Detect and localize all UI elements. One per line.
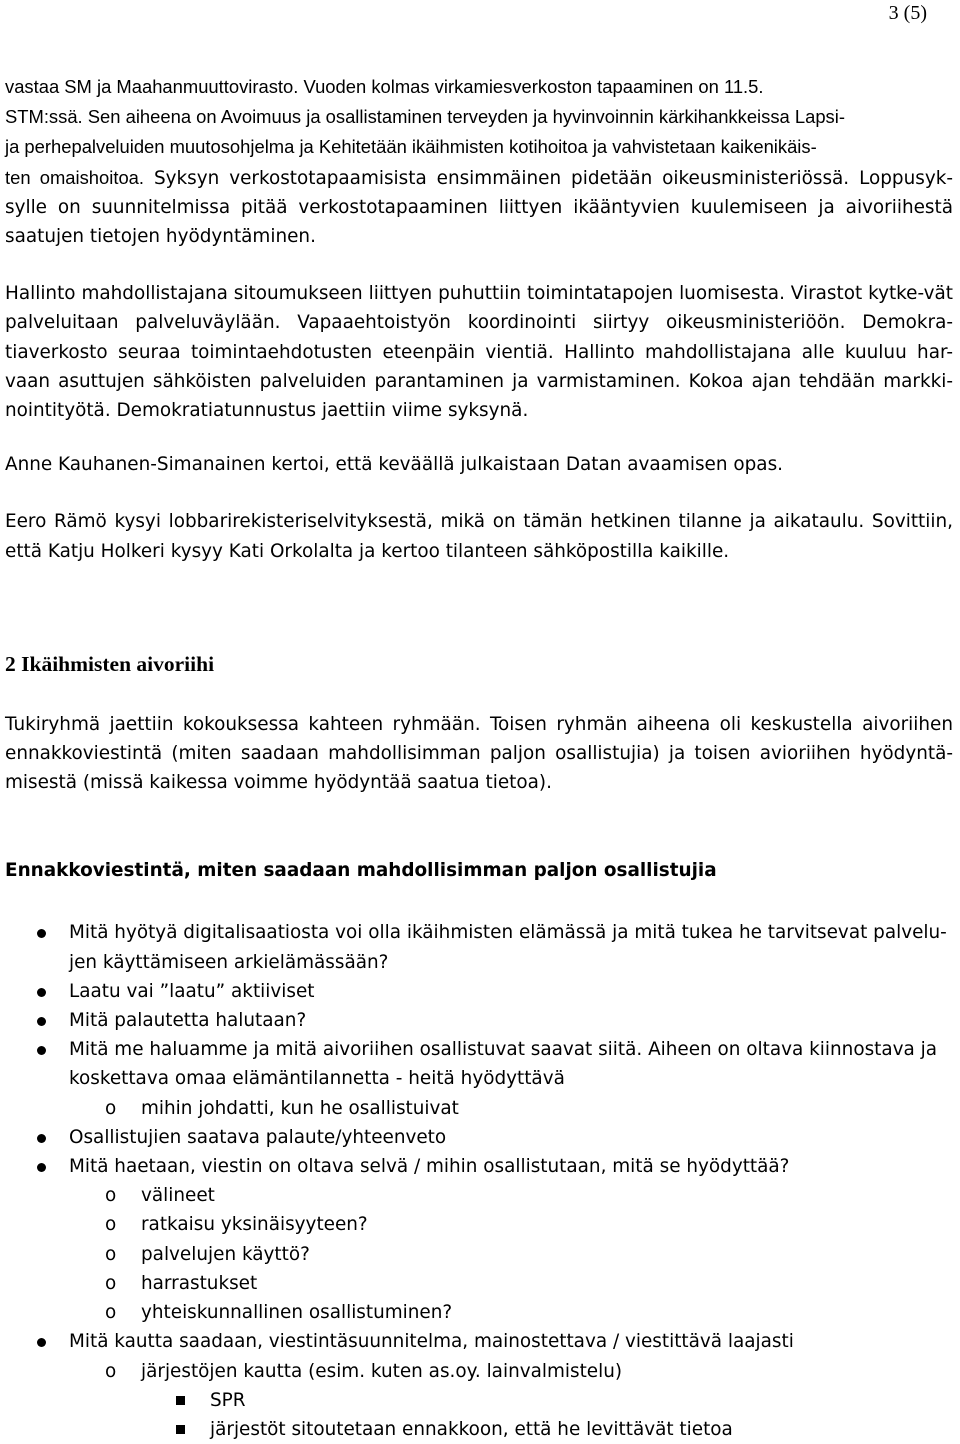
paragraph-line: ja perhepalveluiden muutosohjelma ja Kehitetään ikäihmisten kotihoitoa ja vahvistetaan kaikenikäis- — [5, 136, 817, 157]
sub-list-item — [5, 1210, 953, 1239]
paragraph-data-guide: Anne Kauhanen-Simanainen kertoi, että keväällä julkaistaan Datan avaamisen opas. — [5, 450, 953, 479]
list-item-text: Laatu vai ”laatu” aktiiviset — [69, 981, 314, 1002]
square-bullet-icon — [176, 1425, 185, 1434]
list-item — [5, 1152, 953, 1327]
list-item-text: Mitä me haluamme ja mitä aivoriihen osallistuvat saavat siitä. Aiheen on oltava kiinnostava ja koskettava omaa elämäntilannetta - heitä hyödyttävä — [69, 1039, 937, 1089]
sub-sub-list-item-text: SPR — [210, 1390, 246, 1411]
list-item-text: Mitä haetaan, viestin on oltava selvä / mihin osallistutaan, mitä se hyödyttää? — [69, 1156, 789, 1177]
list-item — [5, 1006, 953, 1035]
sub-list-item-text: ratkaisu yksinäisyyteen? — [141, 1214, 368, 1235]
paragraph-line: STM:ssä. Sen aiheena on Avoimuus ja osallistaminen terveyden ja hyvinvoinnin kärkihankkeissa Lapsi- — [5, 106, 845, 127]
sub-list-item — [5, 1357, 953, 1444]
list-item-text: Mitä kautta saadaan, viestintäsuunnitelma, mainostettava / viestittävä laajasti — [69, 1331, 794, 1352]
bullet-icon — [37, 1134, 46, 1143]
sub-list-item-text: järjestöjen kautta (esim. kuten as.oy. lainvalmistelu) — [141, 1361, 622, 1382]
sub-list-item-text: mihin johdatti, kun he osallistuivat — [141, 1098, 459, 1119]
sub-list-item — [5, 1298, 953, 1327]
paragraph-lobby-register: Eero Rämö kysyi lobbarirekisteriselvityksestä, mikä on tämän hetkinen tilanne ja aikataulu. Sovittiin, että Katju Holkeri kysyy Kati Orkolalta ja kertoo tilanteen sähköpostilla kaikille. — [5, 507, 953, 565]
circle-bullet-icon: o — [105, 1357, 116, 1386]
sub-sub-list-item-text: järjestöt sitoutetaan ennakkoon, että he levittävät tietoa — [210, 1419, 733, 1440]
sub-list — [69, 1181, 953, 1327]
sub-list-item-text: harrastukset — [141, 1273, 257, 1294]
list-item-text: Mitä hyötyä digitalisaatiosta voi olla ikäihmisten elämässä ja mitä tukea he tarvitsevat palvelu-jen käyttämiseen arkielämässään? — [69, 922, 947, 972]
paragraph-network-meetings — [5, 72, 953, 251]
list-item — [5, 918, 953, 976]
paragraph-line: vastaa SM ja Maahanmuuttovirasto. Vuoden kolmas virkamiesverkoston tapaaminen on 11.5. — [5, 76, 764, 97]
list-item-text: Osallistujien saatava palaute/yhteenveto — [69, 1127, 446, 1148]
list-item — [5, 1327, 953, 1444]
section-intro: Tukiryhmä jaettiin kokouksessa kahteen ryhmään. Toisen ryhmän aiheena oli keskustella aivoriihen ennakkoviestintä (miten saadaan mahdollisimman paljon osallistujia) ja toisen avioriihen hyödyntä-misestä (missä kaikessa voimme hyödyntää saatua tietoa). — [5, 710, 953, 798]
sub-sub-list — [141, 1386, 953, 1444]
circle-bullet-icon: o — [105, 1240, 116, 1269]
circle-bullet-icon: o — [105, 1094, 116, 1123]
list-item — [5, 977, 953, 1006]
sub-list — [69, 1094, 953, 1123]
subsection-heading: Ennakkoviestintä, miten saadaan mahdollisimman paljon osallistujia — [5, 857, 953, 885]
paragraph-line: ten omaishoitoa. — [5, 167, 144, 188]
sub-sub-list-item — [5, 1415, 953, 1444]
sub-list-item-text: yhteiskunnallinen osallistuminen? — [141, 1302, 452, 1323]
sub-list-item-text: palvelujen käyttö? — [141, 1244, 310, 1265]
list-item — [5, 1123, 953, 1152]
paragraph-administration: Hallinto mahdollistajana sitoumukseen liittyen puhuttiin toimintatapojen luomisesta. Virastot kytke-vät palveluitaan palveluväylään. Vapaaehtoistyön koordinointi siirtyy oikeusministeriöön. Demokra-tiaverkosto seuraa toimintaehdotusten eteenpäin vientiä. Hallinto mahdollistajana alle kuuluu har-vaan asuttujen sähköisten palveluiden parantaminen ja varmistaminen. Kokoa ajan tehdään markki-nointityötä. Demokratiatunnustus jaettiin viime syksynä. — [5, 279, 953, 425]
sub-sub-list-item — [5, 1386, 953, 1415]
bullet-icon — [37, 1046, 46, 1055]
list-item-text: Mitä palautetta halutaan? — [69, 1010, 306, 1031]
paragraph-text: Syksyn verkostotapaamisista ensimmäinen pidetään oikeusministeriössä. Loppusyk-sylle on suunnitelmissa pitää verkostotapaaminen liittyen ikääntyvien kuulemiseen ja aivoriihestä saatujen tietojen hyödyntäminen. — [5, 168, 953, 247]
bullet-list — [5, 918, 953, 1444]
page-number: 3 (5) — [889, 2, 927, 25]
bullet-icon — [37, 1017, 46, 1026]
bullet-icon — [37, 929, 46, 938]
sub-list-item — [5, 1181, 953, 1210]
bullet-icon — [37, 1338, 46, 1347]
circle-bullet-icon: o — [105, 1210, 116, 1239]
circle-bullet-icon: o — [105, 1298, 116, 1327]
circle-bullet-icon: o — [105, 1269, 116, 1298]
sub-list-item — [5, 1094, 953, 1123]
page-content — [5, 72, 953, 1444]
bullet-icon — [37, 988, 46, 997]
sub-list-item — [5, 1269, 953, 1298]
sub-list — [69, 1357, 953, 1444]
circle-bullet-icon: o — [105, 1181, 116, 1210]
sub-list-item-text: välineet — [141, 1185, 215, 1206]
bullet-icon — [37, 1163, 46, 1172]
list-item — [5, 1035, 953, 1123]
sub-list-item — [5, 1240, 953, 1269]
section-heading: 2 Ikäihmisten aivoriihi — [5, 650, 953, 678]
square-bullet-icon — [176, 1396, 185, 1405]
